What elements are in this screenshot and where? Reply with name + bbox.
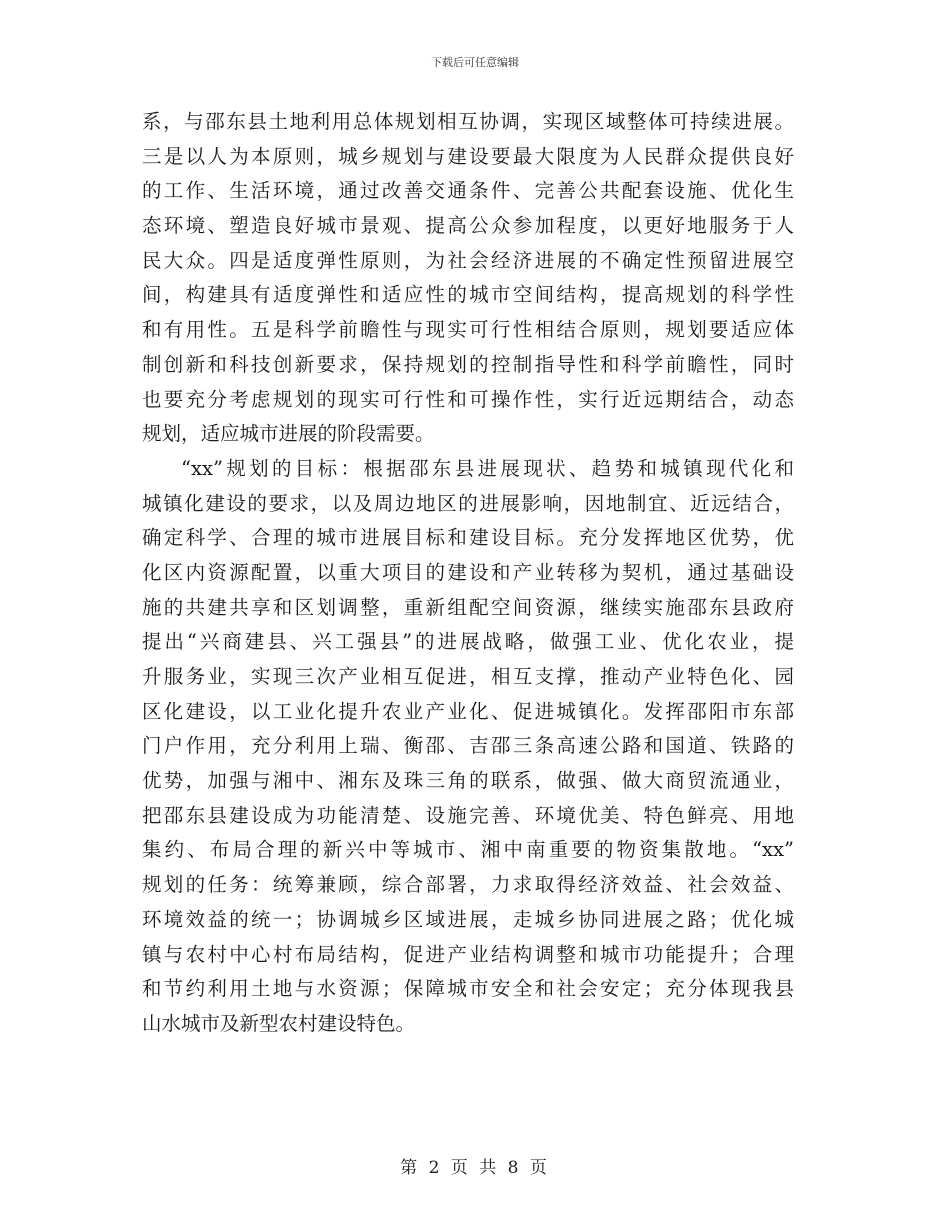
text-line: 山水城市及新型农村建设特色。 — [142, 1011, 416, 1035]
text-line: 门户作用，充分利用上瑞、衡邵、吉邵三条高速公路和国道、铁路的 — [142, 734, 794, 758]
text-line: 城镇化建设的要求，以及周边地区的进展影响，因地制宜、近远结合， — [142, 491, 794, 515]
text-line: 民大众。四是适度弹性原则，为社会经济进展的不确定性预留进展空 — [142, 248, 794, 272]
text-line: “xx”规划的目标：根据邵东县进展现状、趋势和城镇现代化和 — [181, 456, 794, 480]
text-line: 规划的任务：统筹兼顾，综合部署，力求取得经济效益、社会效益、 — [142, 873, 794, 897]
text-line: 和有用性。五是科学前瞻性与现实可行性相结合原则，规划要适应体 — [142, 318, 794, 342]
text-line: 化区内资源配置，以重大项目的建设和产业转移为契机，通过基础设 — [142, 560, 794, 584]
text-line: 的工作、生活环境，通过改善交通条件、完善公共配套设施、优化生 — [142, 179, 794, 203]
text-line: 和节约利用土地与水资源；保障城市安全和社会安定；充分体现我县 — [142, 977, 794, 1001]
text-line: 系，与邵东县土地利用总体规划相互协调，实现区域整体可持续进展。 — [142, 110, 794, 133]
text-line: 确定科学、合理的城市进展目标和建设目标。充分发挥地区优势，优 — [142, 526, 794, 550]
page-number: 第 2 页 共 8 页 — [400, 1158, 550, 1178]
text-line: 镇与农村中心村布局结构，促进产业结构调整和城市功能提升；合理 — [142, 942, 794, 966]
paragraph — [142, 105, 794, 452]
text-line: 态环境、塑造良好城市景观、提高公众参加程度，以更好地服务于人 — [142, 214, 794, 238]
text-line: 规划，适应城市进展的阶段需要。 — [142, 422, 435, 446]
text-line: 提出“兴商建县、兴工强县”的进展战略，做强工业、优化农业，提 — [142, 630, 794, 654]
text-line: 三是以人为本原则，城乡规划与建设要最大限度为人民群众提供良好 — [142, 144, 794, 168]
text-line: 间，构建具有适度弹性和适应性的城市空间结构，提高规划的科学性 — [142, 283, 794, 307]
document-body — [142, 105, 794, 1042]
text-line: 优势，加强与湘中、湘东及珠三角的联系，做强、做大商贸流通业， — [142, 769, 794, 793]
text-line: 区化建设，以工业化提升农业产业化、促进城镇化。发挥邵阳市东部 — [142, 699, 794, 723]
text-line: 也要充分考虑规划的现实可行性和可操作性，实行近远期结合，动态 — [142, 387, 794, 411]
text-line: 集约、布局合理的新兴中等城市、湘中南重要的物资集散地。“xx” — [142, 838, 794, 862]
page-header: 下载后可任意编辑 — [431, 56, 519, 69]
text-line: 环境效益的统一；协调城乡区域进展，走城乡协同进展之路；优化城 — [142, 907, 794, 931]
text-line: 升服务业，实现三次产业相互促进，相互支撑，推动产业特色化、园 — [142, 665, 794, 688]
text-line: 制创新和科技创新要求，保持规划的控制指导性和科学前瞻性，同时 — [142, 352, 794, 376]
text-line: 把邵东县建设成为功能清楚、设施完善、环境优美、特色鲜亮、用地 — [142, 803, 794, 827]
text-line: 施的共建共享和区划调整，重新组配空间资源，继续实施邵东县政府 — [142, 595, 794, 619]
paragraph — [142, 452, 794, 1042]
